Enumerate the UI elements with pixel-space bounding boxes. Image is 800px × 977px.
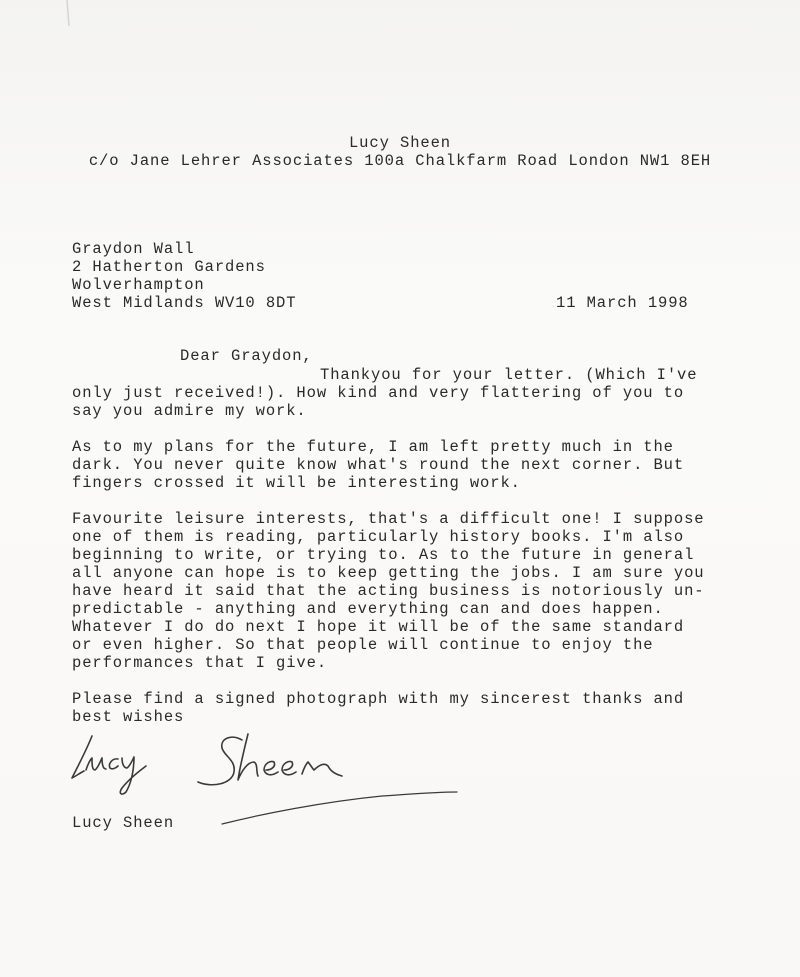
recipient-address-line-2: Wolverhampton — [72, 276, 205, 294]
paragraph-1-line-1: Thankyou for your letter. (Which I've — [320, 366, 698, 384]
paragraph-3-line-7: Whatever I do do next I hope it will be of the same standard — [72, 618, 685, 636]
paragraph-3-line-8: or even higher. So that people will continue to enjoy the — [72, 636, 654, 654]
paragraph-2-line-1: As to my plans for the future, I am left pretty much in the — [72, 438, 674, 456]
paragraph-4-line-1: Please find a signed photograph with my sincerest thanks and — [72, 690, 685, 708]
sender-address: c/o Jane Lehrer Associates 100a Chalkfarm Road London NW1 8EH — [88, 152, 712, 170]
salutation: Dear Graydon, — [180, 347, 313, 365]
paragraph-1-line-2: only just received!). How kind and very flattering of you to — [72, 384, 685, 402]
sender-name: Lucy Sheen — [348, 134, 451, 152]
paragraph-1-line-3: say you admire my work. — [72, 402, 307, 420]
paragraph-3-line-5: have heard it said that the acting business is notoriously un- — [72, 582, 705, 600]
paragraph-3-line-2: one of them is reading, particularly history books. I'm also — [72, 528, 685, 546]
paragraph-3-line-6: predictable - anything and everything can and does happen. — [72, 600, 664, 618]
signoff-name: Lucy Sheen — [72, 814, 175, 832]
paragraph-3-line-1: Favourite leisure interests, that's a difficult one! I suppose — [72, 510, 705, 528]
paragraph-3-line-3: beginning to write, or trying to. As to the future in general — [72, 546, 695, 564]
paragraph-3-line-9: performances that I give. — [72, 654, 328, 672]
paper-crease-mark — [64, 0, 74, 28]
recipient-name: Graydon Wall — [72, 240, 195, 258]
paragraph-4-line-2: best wishes — [72, 708, 185, 726]
letter-date: 11 March 1998 — [556, 294, 689, 312]
paragraph-2-line-3: fingers crossed it will be interesting work. — [72, 474, 521, 492]
paragraph-3-line-4: all anyone can hope is to keep getting the jobs. I am sure you — [72, 564, 705, 582]
recipient-address-line-3: West Midlands WV10 8DT — [72, 294, 297, 312]
paragraph-2-line-2: dark. You never quite know what's round the next corner. But — [72, 456, 685, 474]
recipient-address-line-1: 2 Hatherton Gardens — [72, 258, 266, 276]
